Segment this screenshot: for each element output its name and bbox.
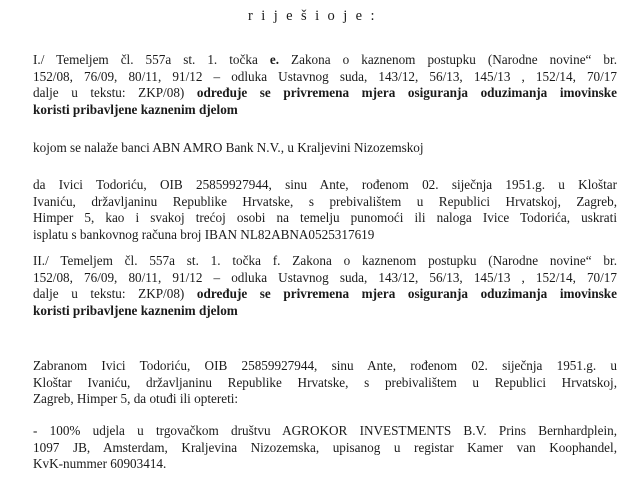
bank-instruction [33,140,617,157]
section-2-line-2: 152/08, 76/09, 80/11, 91/12 – odluka Ustavnog suda, 143/12, 56/13, 145/13 , 152/14, 70/17 [33,269,617,285]
asset-item-1 [33,423,617,473]
section-1-line-1: I./ Temeljem čl. 557a st. 1. točka e. Zakona o kaznenom postupku (Narodne novine“ br. [33,52,617,67]
order-1-line-1: da Ivici Todoriću, OIB 25859927944, sinu Ante, rođenom 02. siječnja 1951.g. u Kloštar [33,177,617,192]
section-1-line-2: 152/08, 76/09, 80/11, 91/12 – odluka Ustavnog suda, 143/12, 56/13, 145/13 , 152/14, 70/17 [33,68,617,84]
order-2-line-1: Zabranom Ivici Todoriću, OIB 25859927944, sinu Ante, rođenom 02. siječnja 1951.g. u [33,358,617,373]
ruling-heading: r i j e š i o j e : [248,8,377,24]
section-2-line-4: koristi pribavljene kaznenim djelom [33,302,238,318]
order-1-line-2: Ivaniću, državljaninu Republike Hrvatske, s prebivalištem u Republici Hrvatskoj, Zagreb, [33,193,617,209]
order-1-line-3: Himper 5, kao i svakoj trećoj osobi na temelju punomoći ili naloga Ivice Todorića, uskrati [33,210,617,226]
asset-item-1-line-3: KvK-nummer 60903414. [33,456,167,472]
order-2-paragraph [33,358,617,408]
asset-item-1-line-2: 1097 JB, Amsterdam, Kraljevina Nizozemska, upisanog u registar Kamer van Koophandel, [33,439,617,455]
order-1-paragraph [33,177,617,243]
order-2-line-2: Kloštar Ivaniću, državljaninu Republike Hrvatske, s prebivalištem u Republici Hrvatskoj, [33,374,617,390]
order-1-line-4: isplatu s bankovnog računa broj IBAN NL82ABNA0525317619 [33,226,375,242]
section-2-line-3: dalje u tekstu: ZKP/08) određuje se privremena mjera osiguranja oduzimanja imovinske [33,286,617,302]
section-2-line-1: II./ Temeljem čl. 557a st. 1. točka f. Zakona o kaznenom postupku (Narodne novine“ br. [33,253,617,268]
asset-item-1-line-1: - 100% udjela u trgovačkom društvu AGROKOR INVESTMENTS B.V. Prins Bernhardplein, [33,423,617,438]
section-1-line-4: koristi pribavljene kaznenim djelom [33,101,238,117]
order-2-line-3: Zagreb, Himper 5, da otuđi ili optereti: [33,391,239,407]
bank-line: kojom se nalaže banci ABN AMRO Bank N.V., u Kraljevini Nizozemskoj [33,140,424,155]
section-1-line-3: dalje u tekstu: ZKP/08) određuje se privremena mjera osiguranja oduzimanja imovinske [33,85,617,101]
section-1-paragraph [33,52,617,118]
section-2-paragraph [33,253,617,319]
